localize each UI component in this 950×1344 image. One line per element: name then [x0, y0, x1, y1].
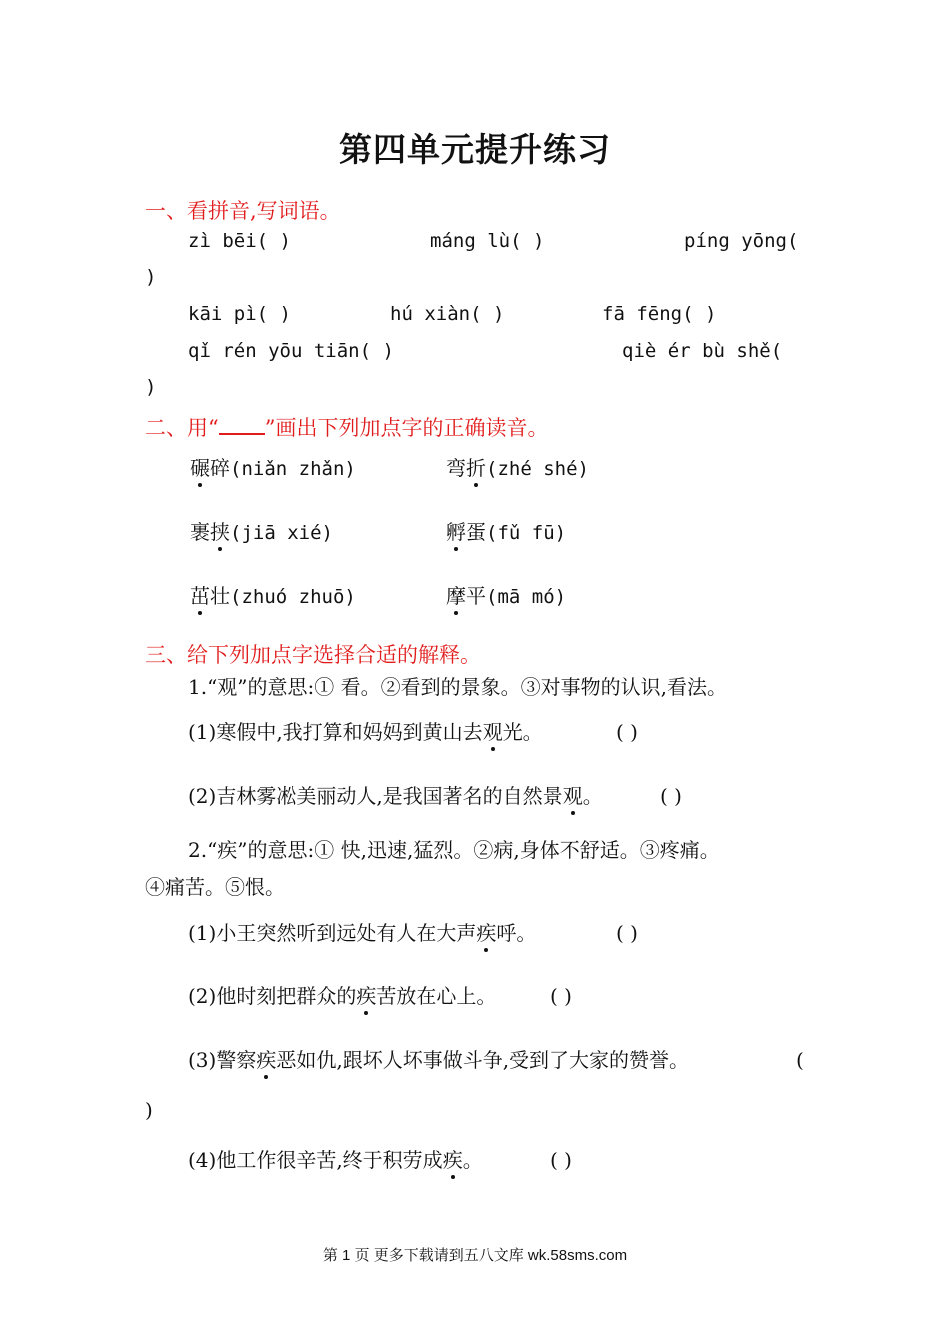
pinyin-cont: )	[145, 266, 157, 288]
pinyin-item: kāi pì( )	[188, 303, 291, 325]
answer-paren: (	[796, 1048, 804, 1072]
reading-item: 弯折(zhé shé)	[446, 456, 589, 480]
section-3-heading: 三、给下列加点字选择合适的解释。	[145, 643, 481, 667]
underline-sample	[219, 415, 265, 435]
question-definition: 1.“观”的意思:① 看。②看到的景象。③对事物的认识,看法。	[188, 675, 727, 699]
pinyin-cont: )	[145, 376, 157, 398]
page-title: 第四单元提升练习	[339, 130, 611, 169]
section-1-heading: 一、看拼音,写词语。	[145, 199, 341, 223]
reading-item: 孵蛋(fǔ fū)	[446, 520, 567, 544]
question-item: (1)寒假中,我打算和妈妈到黄山去观光。	[188, 720, 543, 744]
reading-item: 茁壮(zhuó zhuō)	[190, 584, 356, 608]
page-footer: 第 1 页 更多下载请到五八文库 wk.58sms.com	[322, 1247, 628, 1264]
pinyin-item: máng lù( )	[430, 230, 545, 252]
answer-paren-cont: )	[145, 1098, 153, 1122]
question-definition: 2.“疾”的意思:① 快,迅速,猛烈。②病,身体不舒适。③疼痛。	[188, 838, 720, 862]
pinyin-item: píng yōng(	[684, 230, 799, 252]
question-definition-cont: ④痛苦。⑤恨。	[145, 875, 285, 899]
reading-item: 碾碎(niǎn zhǎn)	[190, 456, 356, 480]
answer-paren: ( )	[660, 784, 682, 808]
pinyin-item: zì bēi( )	[188, 230, 291, 252]
reading-item: 裹挟(jiā xié)	[190, 520, 333, 544]
pinyin-item: hú xiàn( )	[390, 303, 505, 325]
pinyin-item: fā fēng( )	[602, 303, 717, 325]
reading-item: 摩平(mā mó)	[446, 584, 567, 608]
pinyin-item: qǐ rén yōu tiān( )	[188, 340, 394, 362]
question-item: (4)他工作很辛苦,终于积劳成疾。	[188, 1148, 483, 1172]
question-item: (2)他时刻把群众的疾苦放在心上。	[188, 984, 497, 1008]
question-item: (2)吉林雾凇美丽动人,是我国著名的自然景观。	[188, 784, 603, 808]
answer-paren: ( )	[550, 984, 572, 1008]
answer-paren: ( )	[616, 921, 638, 945]
answer-paren: ( )	[550, 1148, 572, 1172]
question-item: (3)警察疾恶如仇,跟坏人坏事做斗争,受到了大家的赞誉。	[188, 1048, 690, 1072]
section-2-heading: 二、用“ ”画出下列加点字的正确读音。	[145, 416, 549, 440]
pinyin-item: qiè ér bù shě(	[622, 340, 783, 362]
answer-paren: ( )	[616, 720, 638, 744]
question-item: (1)小王突然听到远处有人在大声疾呼。	[188, 921, 537, 945]
